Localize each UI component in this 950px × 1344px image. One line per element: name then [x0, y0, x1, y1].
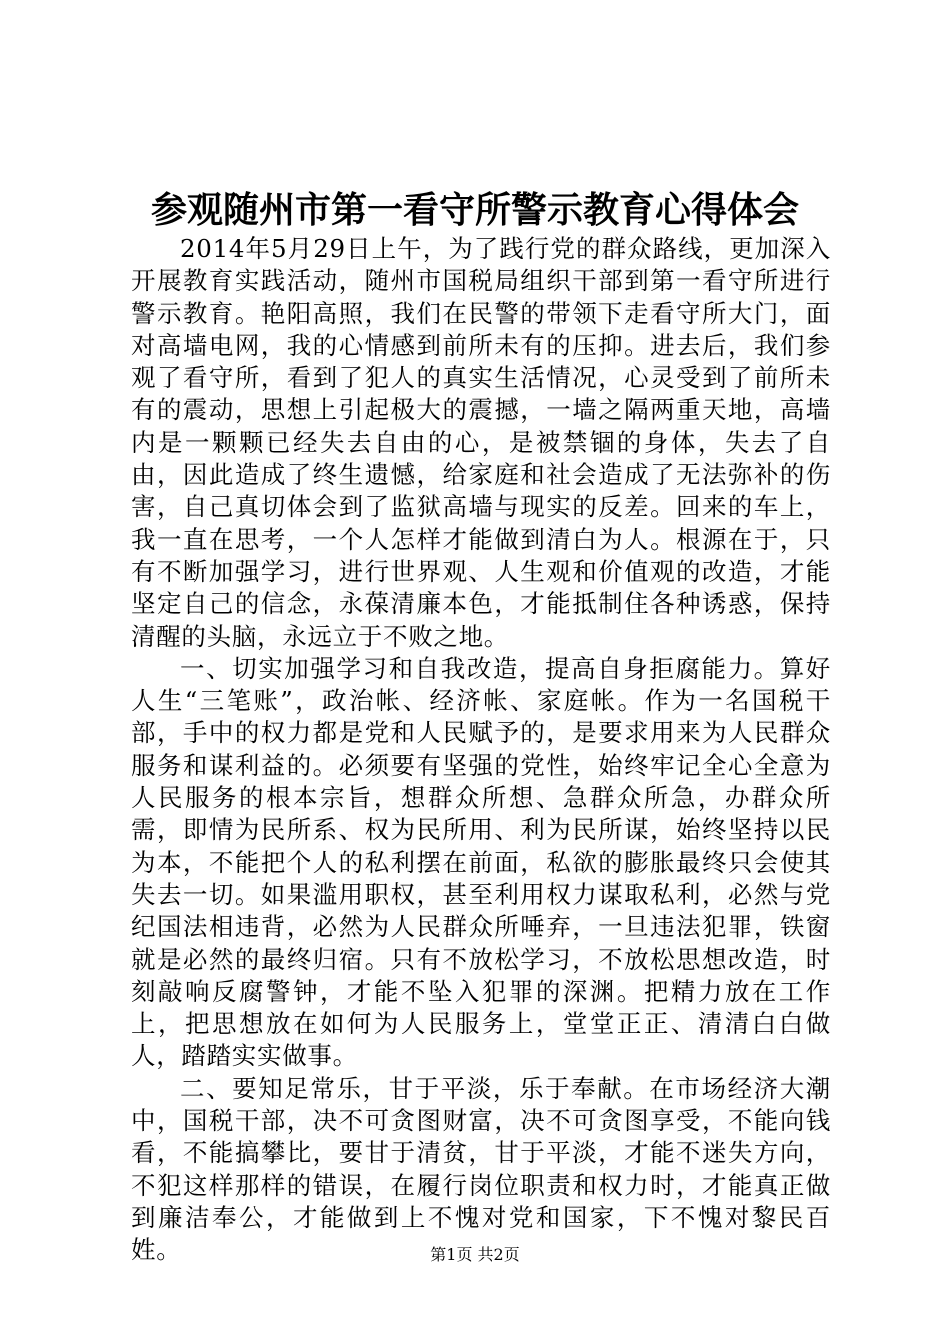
document-body [131, 233, 831, 1267]
paragraph-point-two: 二、要知足常乐，甘于平淡，乐于奉献。在市场经济大潮中，国税干部，决不可贪图财富，决不可贪图享受，不能向钱看，不能搞攀比，要甘于清贫，甘于平淡，才能不迷失方向，不犯这样那样的错误，在履行岗位职责和权力时，才能真正做到廉洁奉公，才能做到上不愧对党和国家，下不愧对黎民百姓。 [131, 1073, 831, 1265]
paragraph-point-one: 一、切实加强学习和自我改造，提高自身拒腐能力。算好人生“三笔账”，政治帐、经济帐、家庭帐。作为一名国税干部，手中的权力都是党和人民赋予的，是要求用来为人民群众服务和谋利益的。必须要有坚强的党性，始终牢记全心全意为人民服务的根本宗旨，想群众所想、急群众所急，办群众所需，即情为民所系、权为民所用、利为民所谋，始终坚持以民为本，不能把个人的私利摆在前面，私欲的膨胀最终只会使其失去一切。如果滥用职权，甚至利用权力谋取私利，必然与党纪国法相违背，必然为人民群众所唾弃，一旦违法犯罪，铁窗就是必然的最终归宿。只有不放松学习，不放松思想改造，时刻敲响反腐警钟，才能不坠入犯罪的深渊。把精力放在工作上，把思想放在如何为人民服务上，堂堂正正、清清白白做人，踏踏实实做事。 [131, 653, 831, 1071]
page-number-footer: 第1页 共2页 [430, 1245, 520, 1264]
paragraph-intro: 2014年5月29日上午，为了践行党的群众路线，更加深入开展教育实践活动，随州市国税局组织干部到第一看守所进行警示教育。艳阳高照，我们在民警的带领下走看守所大门，面对高墙电网，我的心情感到前所未有的压抑。进去后，我们参观了看守所，看到了犯人的真实生活情况，心灵受到了前所未有的震动，思想上引起极大的震撼，一墙之隔两重天地，高墙内是一颗颗已经失去自由的心，是被禁锢的身体，失去了自由，因此造成了终生遗憾，给家庭和社会造成了无法弥补的伤害，自己真切体会到了监狱高墙与现实的反差。回来的车上，我一直在思考，一个人怎样才能做到清白为人。根源在于，只有不断加强学习，进行世界观、人生观和价值观的改造，才能坚定自己的信念，永葆清廉本色，才能抵制住各种诱惑，保持清醒的头脑，永远立于不败之地。 [131, 234, 831, 651]
document-title: 参观随州市第一看守所警示教育心得体会 [150, 189, 799, 231]
